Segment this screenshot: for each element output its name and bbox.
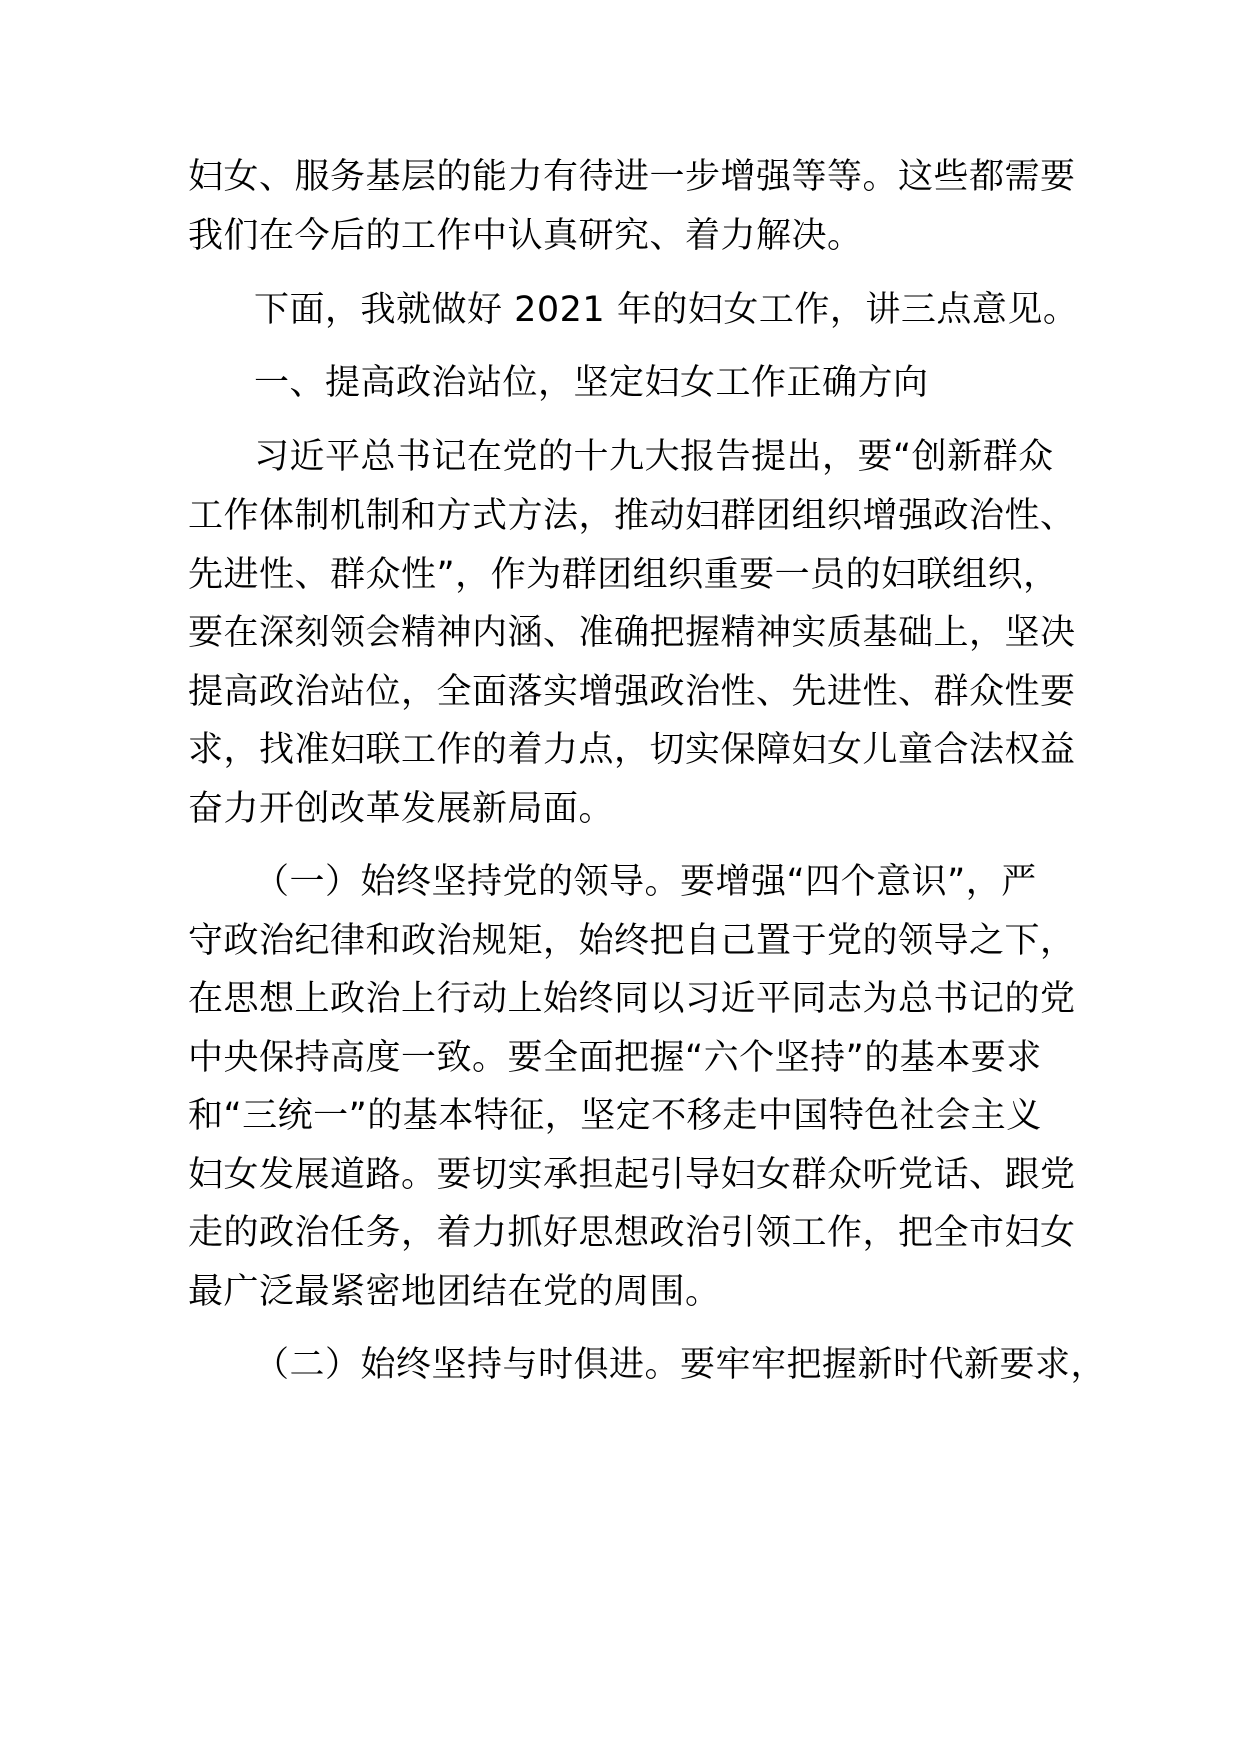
paragraph-line: （二）始终坚持与时俱进。要牢牢把握新时代新要求， [254,1345,1107,1385]
paragraph-line: 走的政治任务，着力抓好思想政治引领工作，把全市妇女 [188,1213,1076,1253]
paragraph-line: 我们在今后的工作中认真研究、着力解决。 [188,216,863,256]
paragraph-line: （一）始终坚持党的领导。要增强“四个意识”，严 [254,862,1037,902]
paragraph-line: 先进性、群众性”，作为群团组织重要一员的妇联组织， [188,555,1059,595]
paragraph-line: 习近平总书记在党的十九大报告提出，要“创新群众 [254,437,1054,477]
paragraph-line: 妇女、服务基层的能力有待进一步增强等等。这些都需要 [188,157,1076,197]
paragraph-line: 守政治纪律和政治规矩，始终把自己置于党的领导之下， [188,921,1076,961]
paragraph-line: 下面，我就做好 2021 年的妇女工作，讲三点意见。 [254,290,1079,330]
paragraph-line: 求，找准妇联工作的着力点，切实保障妇女儿童合法权益 [188,730,1076,770]
paragraph-line: 和“三统一”的基本特征，坚定不移走中国特色社会主义 [188,1096,1042,1136]
paragraph-line: 工作体制机制和方式方法，推动妇群团组织增强政治性、 [188,496,1076,536]
paragraph-line: 中央保持高度一致。要全面把握“六个坚持”的基本要求 [188,1038,1042,1078]
paragraph-line: 奋力开创改革发展新局面。 [188,789,615,829]
paragraph-line: 要在深刻领会精神内涵、准确把握精神实质基础上，坚决 [188,613,1076,653]
paragraph-line: 最广泛最紧密地团结在党的周围。 [188,1272,721,1312]
section-heading: 一、提高政治站位，坚定妇女工作正确方向 [254,363,929,403]
paragraph-line: 妇女发展道路。要切实承担起引导妇女群众听党话、跟党 [188,1155,1076,1195]
paragraph-line: 在思想上政治上行动上始终同以习近平同志为总书记的党 [188,979,1076,1019]
paragraph-line: 提高政治站位，全面落实增强政治性、先进性、群众性要 [188,672,1076,712]
